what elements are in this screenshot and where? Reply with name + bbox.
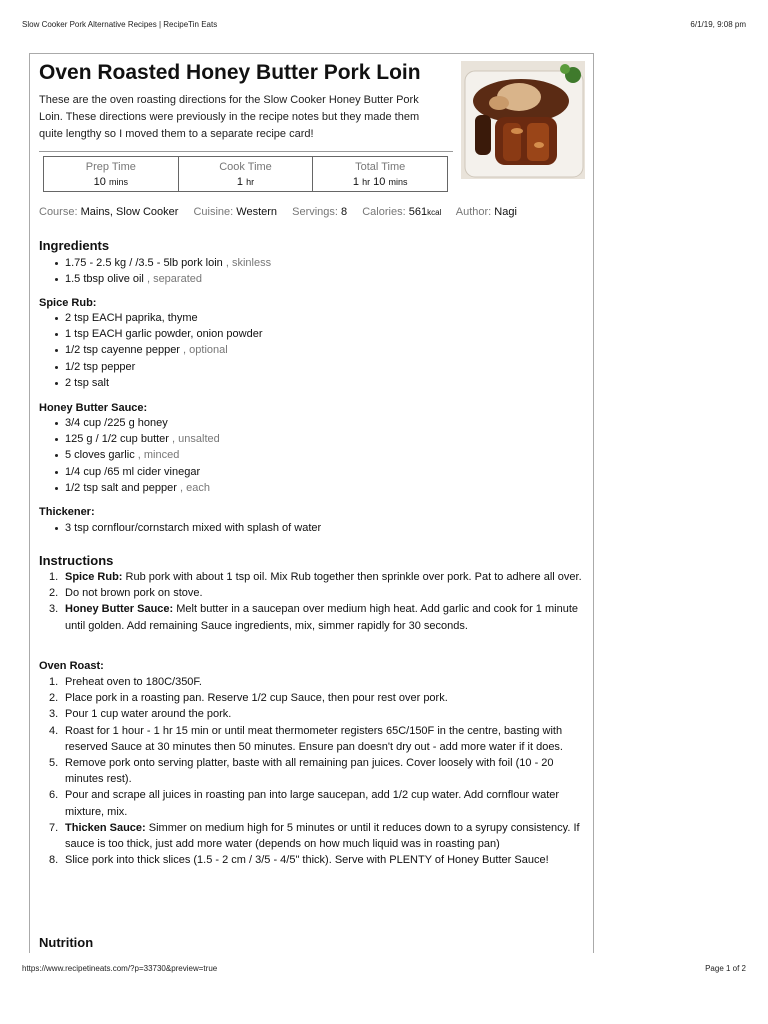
- ingredient-text: 1/4 cup /65 ml cider vinegar: [65, 465, 201, 478]
- ingredient-text: 2 tsp EACH paprika, thyme: [65, 312, 198, 324]
- cook-time-label: Cook Time: [219, 161, 272, 173]
- ingredient-item: [39, 520, 579, 536]
- prep-time-number: 10: [93, 176, 106, 188]
- ingredient-text: 1/2 tsp pepper: [65, 360, 136, 373]
- step-text: Roast for 1 hour - 1 hr 15 min or until meat thermometer registers 65C/150F in the centre, basting with reserved Sauce at 30 minutes then 50 minutes. Ensure pan doesn't dry out - add more water if it does.: [65, 724, 563, 753]
- print-footer-url: https://www.recipetineats.com/?p=33730&preview=true: [22, 964, 218, 973]
- ingredient-item: [39, 342, 579, 358]
- ingredient-text: 5 cloves garlic: [65, 449, 135, 462]
- print-header-title: Slow Cooker Pork Alternative Recipes | RecipeTin Eats: [22, 20, 218, 29]
- instruction-step: [39, 601, 584, 633]
- prep-time-label: Prep Time: [85, 161, 136, 173]
- honey-butter-sauce-list: [39, 415, 579, 496]
- total-time-number-2: 10: [373, 176, 386, 188]
- ingredient-item: [39, 415, 579, 431]
- ingredient-item: [39, 480, 579, 496]
- ingredient-note: , minced: [137, 449, 180, 462]
- step-number: 2.: [49, 692, 59, 705]
- print-footer: [22, 964, 746, 976]
- instruction-step: [39, 755, 584, 787]
- step-number: 3.: [49, 603, 59, 616]
- ingredient-note: , optional: [183, 344, 228, 357]
- ingredient-item: [39, 255, 579, 271]
- total-time-label: Total Time: [355, 161, 406, 173]
- recipe-meta: [39, 206, 529, 218]
- instruction-step: [39, 585, 584, 601]
- step-number: 1.: [49, 571, 59, 583]
- ingredient-note: , unsalted: [172, 433, 220, 446]
- instruction-step: [39, 787, 584, 819]
- total-time-value: [313, 174, 447, 190]
- step-text: Preheat oven to 180C/350F.: [65, 676, 202, 688]
- ingredient-text: 3/4 cup /225 g honey: [65, 417, 168, 429]
- step-number: 1.: [49, 676, 59, 688]
- ingredients-main-list: [39, 255, 579, 287]
- instruction-step: [39, 820, 584, 852]
- prep-time-unit: mins: [108, 177, 128, 187]
- cuisine-label: Cuisine:: [193, 206, 234, 218]
- calories-value: [409, 206, 442, 218]
- oven-roast-heading: Oven Roast:: [39, 660, 104, 672]
- print-footer-page: Page 1 of 2: [705, 964, 746, 973]
- spice-rub-list: [39, 310, 579, 391]
- step-text: Simmer on medium high for 5 minutes or until it reduces down to a syrupy consistency. If sauce is too thick, just add more water (depends on how much liquid was in roasting pan): [65, 821, 580, 851]
- instruction-step: [39, 852, 584, 868]
- instruction-step: [39, 674, 584, 690]
- pork-loin-photo-illustration: [461, 61, 585, 179]
- instruction-step: [39, 690, 584, 706]
- step-text: Rub pork with about 1 tsp oil. Mix Rub together then sprinkle over pork. Pat to adhere all over.: [122, 571, 582, 583]
- thickener-heading: Thickener:: [39, 506, 95, 518]
- step-text: Pour and scrape all juices in roasting pan into large saucepan, add 1/2 cup water. Add cornflour water mixture, mix.: [65, 789, 560, 818]
- spice-rub-heading: Spice Rub:: [39, 297, 97, 309]
- ingredient-text: 2 tsp salt: [65, 376, 110, 389]
- instructions-main-list: [39, 569, 584, 634]
- ingredient-item: [39, 326, 579, 342]
- course-label: Course:: [39, 206, 78, 218]
- recipe-intro: These are the oven roasting directions for the Slow Cooker Honey Butter Pork Loin. These directions were previously in the recipe notes but they made them quite lengthy so I moved them to a separate recipe card!: [39, 94, 420, 140]
- step-text: Pour 1 cup water around the pork.: [65, 708, 232, 721]
- recipe-photo: [461, 61, 585, 179]
- ingredient-text: 125 g / 1/2 cup butter: [65, 433, 169, 446]
- nutrition-heading: Nutrition: [39, 935, 94, 950]
- print-header: [22, 20, 746, 32]
- prep-time: [44, 157, 179, 191]
- prep-time-value: [44, 174, 178, 190]
- instruction-step: [39, 706, 584, 722]
- step-text: Melt butter in a saucepan over medium high heat. Add garlic and cook for 1 minute until golden. Add remaining Sauce ingredients, mix, simmer rapidly for 30 seconds.: [65, 603, 578, 632]
- calories-label: Calories:: [362, 206, 406, 218]
- cook-time-number: 1: [236, 176, 244, 188]
- ingredient-note: , skinless: [225, 257, 272, 269]
- cuisine-value: Western: [236, 206, 278, 218]
- step-label: Thicken Sauce:: [65, 821, 146, 834]
- print-header-datetime: 6/1/19, 9:08 pm: [690, 20, 746, 29]
- step-label: Honey Butter Sauce:: [65, 603, 174, 616]
- step-number: 3.: [49, 708, 59, 721]
- step-number: 5.: [49, 757, 59, 770]
- step-text: Slice pork into thick slices (1.5 - 2 cm / 3/5 - 4/5" thick). Serve with PLENTY of Honey Butter Sauce!: [65, 854, 549, 867]
- ingredients-heading: Ingredients: [39, 238, 110, 253]
- ingredient-note: , each: [179, 481, 210, 494]
- recipe-times: [43, 156, 448, 192]
- total-time-number: 1: [352, 176, 359, 188]
- step-number: 6.: [49, 789, 59, 802]
- times-divider: [39, 151, 453, 152]
- calories-unit: kcal: [427, 208, 442, 217]
- ingredient-item: [39, 431, 579, 447]
- ingredient-text: 1.5 tbsp olive oil: [65, 273, 144, 286]
- step-text: Remove pork onto serving platter, baste with all remaining pan juices. Cover loosely with foil (10 - 20 minutes rest).: [65, 757, 554, 786]
- ingredient-text: 1/2 tsp cayenne pepper: [65, 344, 180, 357]
- ingredient-text: 3 tsp cornflour/cornstarch mixed with splash of water: [65, 522, 322, 534]
- ingredient-item: [39, 271, 579, 287]
- step-number: 7.: [49, 821, 59, 834]
- cook-time-unit: hr: [246, 177, 255, 187]
- step-label: Spice Rub:: [65, 571, 123, 583]
- step-number: 8.: [49, 854, 59, 867]
- total-time-unit-2: mins: [388, 177, 408, 187]
- ingredient-item: [39, 447, 579, 463]
- servings-label: Servings:: [292, 206, 338, 218]
- author-label: Author:: [455, 206, 492, 218]
- ingredient-item: [39, 359, 579, 375]
- servings-value: 8: [341, 206, 348, 218]
- instructions-heading: Instructions: [39, 553, 114, 568]
- ingredient-text: 1/2 tsp salt and pepper: [65, 481, 177, 494]
- oven-roast-list: [39, 674, 584, 868]
- author-value: Nagi: [494, 206, 517, 218]
- total-time-unit: hr: [362, 177, 371, 187]
- ingredient-item: [39, 464, 579, 480]
- instruction-step: [39, 723, 584, 755]
- thickener-list: [39, 520, 579, 536]
- ingredient-item: [39, 375, 579, 391]
- recipe-title: Oven Roasted Honey Butter Pork Loin: [39, 61, 421, 84]
- ingredient-item: [39, 310, 579, 326]
- instruction-step: [39, 569, 584, 585]
- ingredient-note: , separated: [146, 273, 202, 286]
- ingredient-text: 1.75 - 2.5 kg / /3.5 - 5lb pork loin: [65, 257, 223, 269]
- calories-number: 561: [408, 206, 428, 218]
- cook-time-value: [179, 174, 313, 190]
- step-text: Place pork in a roasting pan. Reserve 1/2 cup Sauce, then pour rest over pork.: [65, 692, 448, 705]
- step-text: Do not brown pork on stove.: [65, 587, 203, 600]
- total-time: [313, 157, 447, 191]
- ingredient-text: 1 tsp EACH garlic powder, onion powder: [65, 328, 263, 341]
- course-value: Mains, Slow Cooker: [80, 206, 179, 218]
- honey-butter-sauce-heading: Honey Butter Sauce:: [39, 402, 148, 414]
- step-number: 4.: [49, 724, 59, 737]
- step-number: 2.: [49, 587, 59, 600]
- cook-time: [179, 157, 314, 191]
